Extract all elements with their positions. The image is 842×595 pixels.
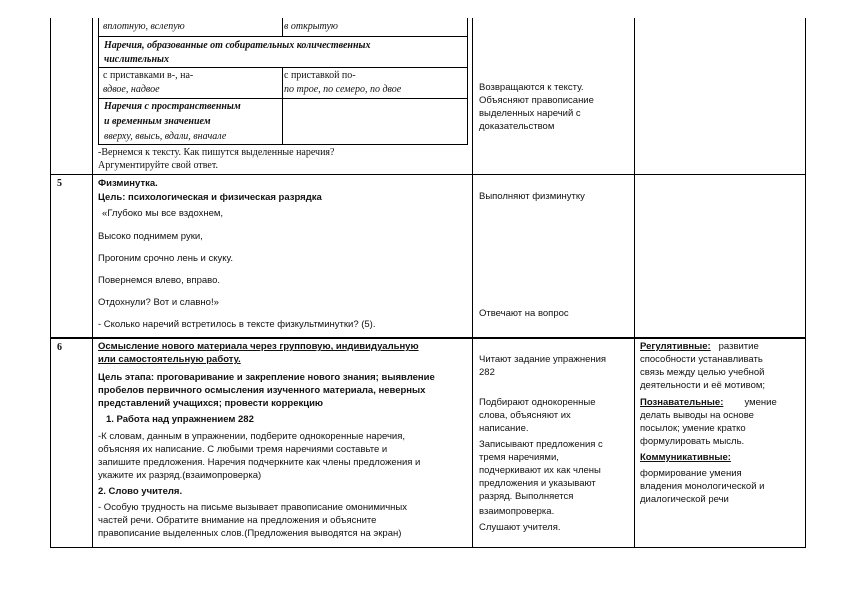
task1-line-3: запишите предложения. Наречия подчеркните как члены предложения и: [98, 457, 421, 468]
students-top-2: Объясняют правописание: [479, 95, 594, 106]
uud-cognitive-line: делать выводы на основе: [640, 410, 754, 421]
table-border-left: [50, 18, 51, 548]
students-top-3: выделенных наречий с: [479, 108, 581, 119]
row6-students-line: Записывают предложения с: [479, 439, 603, 450]
row5-students-2: Отвечают на вопрос: [479, 308, 569, 319]
inner-heading-spatial: Наречия с пространственным: [104, 101, 241, 112]
table-divider-student: [634, 18, 635, 548]
row6-students-line: подчеркивают их как члены: [479, 465, 601, 476]
poem-line-3: Прогоним срочно лень и скуку.: [98, 253, 233, 264]
students-top-1: Возвращаются к тексту.: [479, 82, 584, 93]
inner-cell-r3c1: с приставками в-, на-: [103, 70, 194, 81]
uud-regulative-line: деятельности и её мотивом;: [640, 380, 766, 391]
row6-students-line: 282: [479, 367, 495, 378]
row5-goal: [98, 192, 322, 204]
row6-students-line: Читают задание упражнения: [479, 354, 607, 365]
task1-line-1: -К словам, данным в упражнении, подберите однокоренные наречия,: [98, 431, 406, 442]
row-separator-5: [50, 174, 806, 175]
inner-cell-r1c1: вплотную, вслепую: [103, 21, 185, 32]
row6-students-line: разряд. Выполняется: [479, 491, 574, 502]
inner-cell-r3c2: с приставкой по-: [284, 70, 356, 81]
inner-cell-r3c1-examples: вдвое, надвое: [103, 84, 160, 95]
uud-regulative-label: Регулятивные:: [640, 341, 711, 352]
uud-regulative-line: связь между целью учебной: [640, 367, 765, 378]
table-divider-num: [92, 18, 93, 548]
row6-students-line: тремя наречиями,: [479, 452, 559, 463]
uud-cognitive-line: формулировать мысль.: [640, 436, 745, 447]
poem-line-1: «Глубоко мы все вздохнем,: [102, 208, 224, 219]
teacher-question-top-cont: Аргументируйте свой ответ.: [98, 160, 218, 171]
uud-communicative-line: владения монологической и: [640, 481, 765, 492]
row6-goal-2: пробелов первичного осмысления изученного материала, неверных: [98, 385, 426, 396]
row6-title-cont: или самостоятельную работу.: [98, 354, 241, 365]
table-border-bottom: [50, 547, 806, 548]
inner-heading-collective: Наречия, образованные от собирательных количественных: [104, 40, 371, 51]
row6-students-line: слова, объясняют их: [479, 410, 571, 421]
uud-communicative-line: диалогической речи: [640, 494, 729, 505]
row5-students-1: Выполняют физминутку: [479, 191, 585, 202]
teacher-question-top: -Вернемся к тексту. Как пишутся выделенные наречия?: [98, 147, 335, 158]
row5-question: - Сколько наречий встретилось в тексте физкультминутки? (5).: [98, 319, 376, 330]
task1-line-4: укажите их разряд.(взаимопроверка): [98, 470, 262, 481]
uud-regulative: [640, 341, 759, 353]
uud-cognitive-rest: умение: [723, 397, 777, 408]
uud-cognitive-line: посылок; умение кратко: [640, 423, 746, 434]
row5-goal-text: Цель: психологическая и физическая разрядка: [98, 192, 322, 203]
inner-cell-spatial-examples: вверху, ввысь, вдали, вначале: [104, 131, 227, 142]
inner-cell-r1c2: в открытую: [284, 21, 338, 32]
row-separator-6: [50, 337, 806, 339]
row5-title: Физминутка.: [98, 178, 158, 189]
row6-students-line: Подбирают однокоренные: [479, 397, 596, 408]
task1-title: 1. Работа над упражнением 282: [106, 414, 254, 425]
poem-line-2: Высоко поднимем руки,: [98, 231, 203, 242]
task2-line-1: - Особую трудность на письме вызывает правописание омонимичных: [98, 502, 407, 513]
row6-title: Осмысление нового материала через групповую, индивидуальную: [98, 341, 419, 352]
task2-line-2: частей речи. Обратите внимание на предложения и объясните: [98, 515, 377, 526]
inner-heading-spatial-cont: и временным значением: [104, 116, 211, 127]
poem-line-5: Отдохнули? Вот и славно!»: [98, 297, 219, 308]
uud-cognitive: [640, 397, 777, 409]
uud-communicative-line: формирование умения: [640, 468, 742, 479]
task2-line-3: правописание выделенных слов.(Предложения выводятся на экран): [98, 528, 402, 539]
row6-number: 6: [57, 342, 62, 353]
students-top-4: доказательством: [479, 121, 555, 132]
uud-communicative-label: Коммуникативные:: [640, 452, 731, 463]
inner-cell-r3c2-examples: по трое, по семеро, по двое: [284, 84, 402, 95]
task2-title: 2. Слово учителя.: [98, 486, 183, 497]
table-border-right: [805, 18, 806, 548]
inner-heading-collective-cont: числительных: [104, 54, 169, 65]
row6-students-line: предложения и указывают: [479, 478, 596, 489]
row6-students-line: написание.: [479, 423, 529, 434]
row6-goal-1: Цель этапа: проговаривание и закрепление нового знания; выявление: [98, 372, 435, 383]
uud-cognitive-label: Познавательные:: [640, 397, 724, 408]
row6-goal-3: представлений учащихся; провести коррекцию: [98, 398, 324, 409]
uud-regulative-rest: развитие: [710, 341, 759, 352]
poem-line-4: Повернемся влево, вправо.: [98, 275, 220, 286]
table-divider-teacher: [472, 18, 473, 548]
uud-regulative-line: способности устанавливать: [640, 354, 763, 365]
row6-students-line: взаимопроверка.: [479, 506, 555, 517]
row6-students-line: Слушают учителя.: [479, 522, 561, 533]
row5-number: 5: [57, 178, 62, 189]
task1-line-2: объясняя их написание. С любыми тремя наречиями составьте и: [98, 444, 388, 455]
